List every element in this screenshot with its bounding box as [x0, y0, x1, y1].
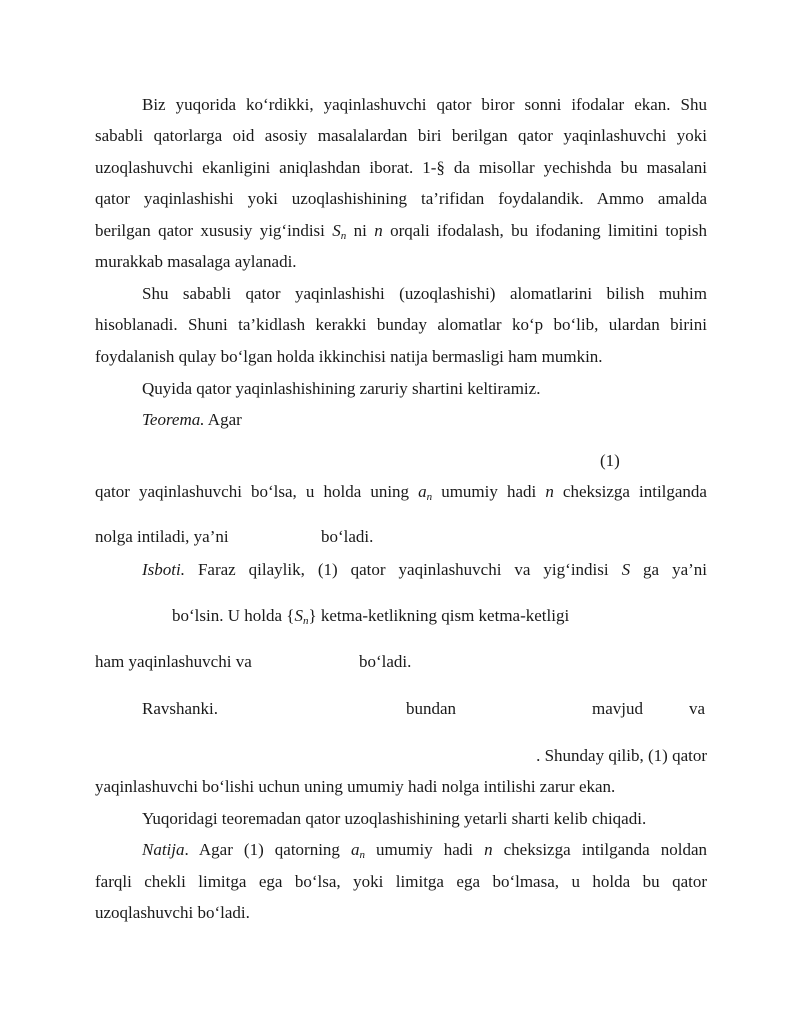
- proof-line5: . Shunday qilib, (1) qator: [536, 746, 707, 765]
- text: berilgan qator xususiy yig‘indisi: [95, 221, 333, 240]
- corollary-line2: farqli chekli limitga ega bo‘lsa, yoki limitga ega bo‘lmasa, u holda bu qator: [95, 872, 707, 891]
- text: orqali ifodalash, bu ifodaning limitini topish: [382, 221, 707, 240]
- subscript: n: [359, 849, 365, 861]
- proof-line4-d: va: [689, 699, 706, 718]
- proof-line6: yaqinlashuvchi bo‘lishi uchun uning umumiy hadi nolga intilishi zarur ekan.: [95, 777, 616, 796]
- sum-symbol: S: [621, 560, 631, 579]
- var-n: n: [374, 221, 383, 240]
- p2-line2: hisoblanadi. Shuni ta’kidlash kerakki bunday alomatlar ko‘p bo‘lib, ulardan birini: [95, 315, 707, 334]
- p2-line1: Shu sababli qator yaqinlashishi (uzoqlashishi) alomatlarini bilish muhim: [142, 284, 707, 303]
- proof-line4-a: Ravshanki.: [142, 699, 219, 718]
- proof-line1: [142, 560, 707, 580]
- proof-line3-b: bo‘ladi.: [359, 652, 412, 671]
- p2-line3: foydalanish qulay bo‘lgan holda ikkinchisi natija bermasligi ham mumkin.: [95, 347, 603, 366]
- equation-number: (1): [600, 451, 620, 470]
- text: umumiy hadi: [432, 482, 546, 501]
- theorem-intro: [142, 410, 242, 430]
- proof-label: Isboti.: [142, 560, 185, 579]
- text: Faraz qilaylik, (1) qator yaqinlashuvchi va yig‘indisi: [184, 560, 622, 579]
- proof-line4-b: bundan: [406, 699, 457, 718]
- p1-line6: murakkab masalaga aylanadi.: [95, 252, 297, 271]
- text: bo‘lsin. U holda {: [172, 606, 295, 625]
- proof-line2: [172, 606, 569, 626]
- corollary-line1: [142, 840, 707, 860]
- text: cheksizga intilganda noldan: [492, 840, 707, 859]
- var-n: n: [545, 482, 554, 501]
- subscript: n: [426, 491, 433, 503]
- corollary-label: Natija: [142, 840, 185, 859]
- var-n: n: [484, 840, 493, 859]
- text: ga ya’ni: [630, 560, 707, 579]
- subscript: n: [340, 230, 347, 242]
- p3-line: Quyida qator yaqinlashishining zaruriy shartini keltiramiz.: [142, 379, 541, 398]
- text: } ketma-ketlikning qism ketma-ketligi: [308, 606, 570, 625]
- p1-line2: sababli qatorlarga oid asosiy masalalardan biri berilgan qator yaqinlashuvchi yoki: [95, 126, 707, 145]
- theorem-line2-b: bo‘ladi.: [321, 527, 374, 546]
- text: . Agar (1) qatorning: [184, 840, 351, 859]
- text: Agar: [204, 410, 242, 429]
- p1-line3: uzoqlashuvchi ekanligini aniqlashdan iborat. 1-§ da misollar yechishda bu masalani: [95, 158, 707, 177]
- p1-line4: qator yaqinlashishi yoki uzoqlashishining ta’rifidan foydalandik. Ammo amalda: [95, 189, 707, 208]
- text: ni: [346, 221, 375, 240]
- theorem-line2-a: nolga intiladi, ya’ni: [95, 527, 229, 546]
- subscript: n: [302, 615, 309, 627]
- sum-symbol: S: [332, 221, 341, 240]
- corollary-line3: uzoqlashuvchi bo‘ladi.: [95, 903, 250, 922]
- text: umumiy hadi: [364, 840, 485, 859]
- sum-symbol: S: [294, 606, 303, 625]
- p1-line1: Biz yuqorida ko‘rdikki, yaqinlashuvchi qator biror sonni ifodalar ekan. Shu: [142, 95, 707, 114]
- theorem-label: Teorema.: [142, 410, 205, 429]
- term-symbol: a: [418, 482, 427, 501]
- proof-line4-c: mavjud: [592, 699, 643, 718]
- proof-line3-a: ham yaqinlashuvchi va: [95, 652, 252, 671]
- text: qator yaqinlashuvchi bo‘lsa, u holda uning: [95, 482, 419, 501]
- p1-line5: [95, 221, 707, 241]
- theorem-line1: [95, 482, 707, 502]
- p4-line: Yuqoridagi teoremadan qator uzoqlashishining yetarli sharti kelib chiqadi.: [142, 809, 647, 828]
- term-symbol: a: [350, 840, 360, 859]
- text: cheksizga intilganda: [553, 482, 707, 501]
